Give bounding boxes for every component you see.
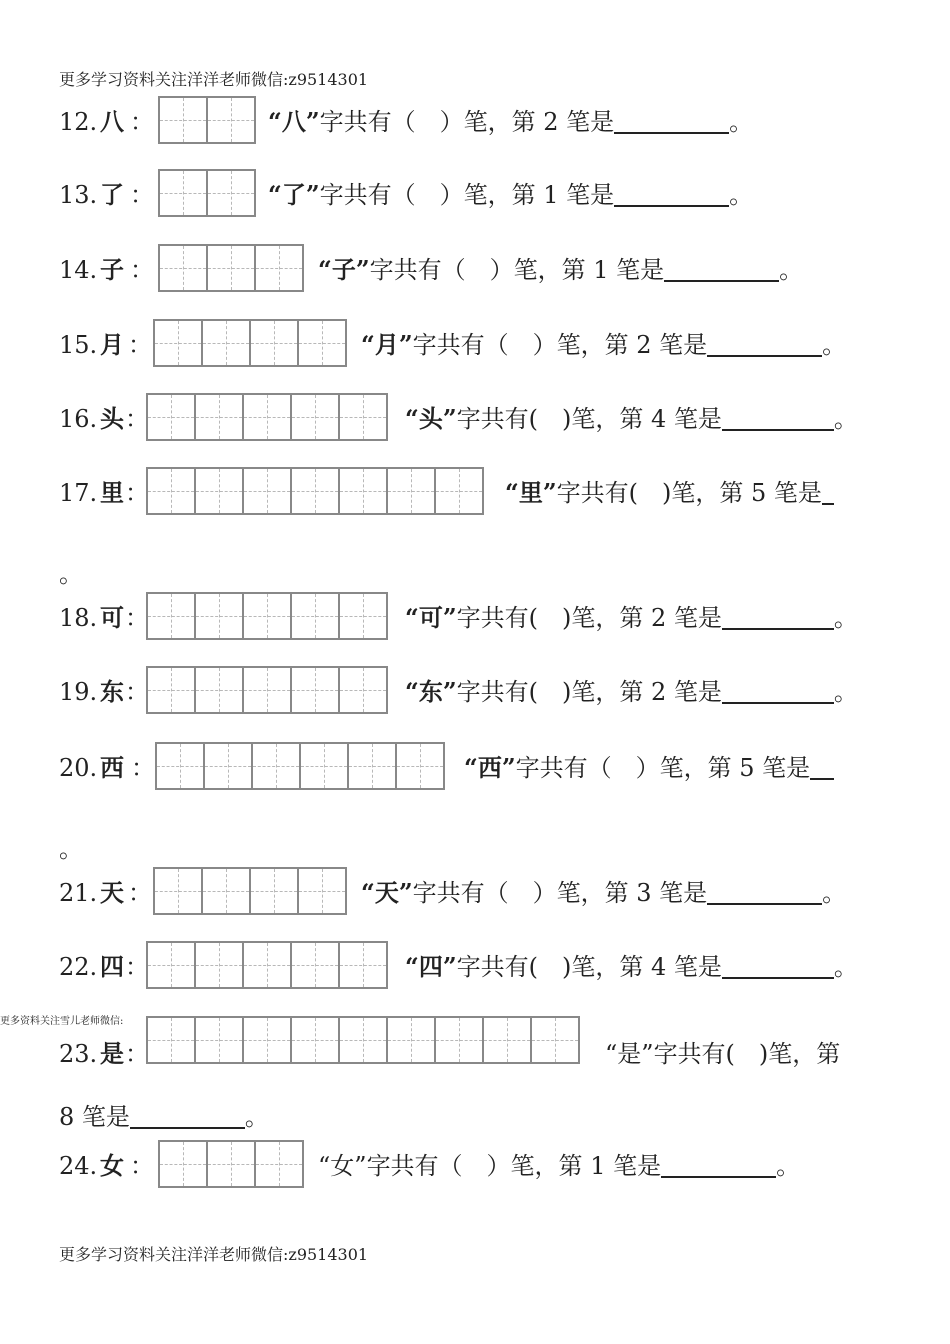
question-char: 八 (100, 107, 124, 136)
question-prompt (268, 107, 753, 137)
question-prompt (405, 952, 858, 982)
grid-cell[interactable] (436, 1016, 484, 1064)
grid-cell[interactable] (292, 467, 340, 515)
writing-grid (158, 169, 256, 217)
writing-grid (146, 941, 388, 989)
quoted-char: 了 (281, 180, 306, 209)
quote-open: “ (605, 1040, 618, 1068)
writing-grid (146, 467, 484, 515)
grid-cell[interactable] (244, 393, 292, 441)
prompt-text: 字共有（ ）笔，第 1 笔是 (369, 256, 665, 284)
question-char: 女 (100, 1151, 124, 1180)
question-number: 17. (59, 479, 98, 507)
colon: ： (128, 879, 152, 907)
q23-continuation (59, 1102, 269, 1132)
grid-cell[interactable] (244, 666, 292, 714)
question-char: 是 (100, 1039, 124, 1068)
grid-cell[interactable] (208, 1140, 256, 1188)
answer-blank[interactable] (722, 678, 834, 704)
question-char: 可 (100, 603, 124, 632)
prompt-text: 字共有( )笔，第 2 笔是 (456, 604, 722, 632)
prompt-text: 字共有（ ）笔，第 5 笔是 (515, 754, 811, 782)
colon: ： (125, 604, 149, 632)
question-char: 东 (100, 677, 124, 706)
quote-close: ” (542, 478, 557, 507)
question-prompt (605, 1039, 840, 1069)
quote-close: ” (398, 330, 413, 359)
q20-period: 。 (59, 835, 83, 863)
quoted-char: 可 (418, 603, 443, 632)
grid-cell[interactable] (251, 867, 299, 915)
end-mark: 。 (822, 331, 847, 359)
quoted-char: 里 (518, 478, 543, 507)
grid-cell[interactable] (196, 467, 244, 515)
quote-open: “ (268, 107, 282, 136)
answer-blank[interactable] (707, 331, 822, 357)
quote-close: ” (442, 677, 457, 706)
question-number: 19. (59, 678, 98, 706)
question-prompt (318, 1151, 800, 1181)
grid-cell[interactable] (532, 1016, 580, 1064)
colon: ： (130, 256, 154, 284)
grid-cell[interactable] (155, 319, 203, 367)
quote-open: “ (361, 878, 375, 907)
grid-cell[interactable] (244, 467, 292, 515)
answer-blank[interactable] (664, 256, 779, 282)
grid-cell[interactable] (148, 393, 196, 441)
question-number: 24. (59, 1152, 98, 1180)
grid-cell[interactable] (340, 393, 388, 441)
grid-cell[interactable] (148, 941, 196, 989)
question-number: 13. (59, 181, 98, 209)
writing-grid (158, 96, 256, 144)
writing-grid (158, 1140, 304, 1188)
prompt-text: 字共有( )笔，第 4 笔是 (456, 953, 722, 981)
prompt-text: 字共有（ ）笔，第 2 笔是 (319, 108, 615, 136)
grid-cell[interactable] (244, 592, 292, 640)
quote-open: “ (405, 404, 419, 433)
question-char: 了 (100, 180, 124, 209)
quote-open: “ (505, 478, 519, 507)
question-char: 天 (100, 878, 124, 907)
quote-close: ” (442, 603, 457, 632)
question-prompt (464, 753, 834, 783)
writing-grid (146, 592, 388, 640)
quoted-char: 子 (331, 255, 356, 284)
answer-blank[interactable] (722, 405, 834, 431)
side-watermark: 更多资料关注雪儿老师微信: (0, 1016, 124, 1027)
grid-cell[interactable] (155, 867, 203, 915)
answer-blank[interactable] (822, 479, 834, 505)
grid-cell[interactable] (292, 592, 340, 640)
prompt-text: 字共有（ ）笔，第 1 笔是 (319, 181, 615, 209)
grid-cell[interactable] (196, 1016, 244, 1064)
quote-close: ” (398, 878, 413, 907)
grid-cell[interactable] (301, 742, 349, 790)
quoted-char: 四 (418, 952, 443, 981)
question-prompt (268, 180, 753, 210)
quote-open: “ (405, 677, 419, 706)
grid-cell[interactable] (196, 592, 244, 640)
grid-cell[interactable] (340, 592, 388, 640)
answer-blank[interactable] (707, 879, 822, 905)
quote-close: ” (305, 107, 320, 136)
grid-cell[interactable] (160, 169, 208, 217)
quote-close: ” (355, 255, 370, 284)
quoted-char: 天 (374, 878, 399, 907)
grid-cell[interactable] (292, 666, 340, 714)
grid-cell[interactable] (340, 941, 388, 989)
quote-close: ” (305, 180, 320, 209)
quoted-char: 月 (374, 330, 399, 359)
colon: ： (130, 181, 154, 209)
grid-cell[interactable] (148, 592, 196, 640)
question-number: 21. (59, 879, 98, 907)
grid-cell[interactable] (340, 467, 388, 515)
grid-cell[interactable] (388, 467, 436, 515)
answer-blank[interactable] (614, 181, 729, 207)
grid-cell[interactable] (253, 742, 301, 790)
question-prompt (405, 677, 858, 707)
quote-open: “ (318, 255, 332, 284)
answer-blank[interactable] (614, 108, 729, 134)
colon: ： (130, 1152, 154, 1180)
question-prompt (405, 603, 858, 633)
answer-blank[interactable] (130, 1103, 245, 1129)
answer-blank[interactable] (810, 754, 834, 780)
question-number: 18. (59, 604, 98, 632)
end-mark: 。 (833, 678, 858, 706)
question-char: 头 (100, 404, 124, 433)
question-number: 14. (59, 256, 98, 284)
grid-cell[interactable] (208, 244, 256, 292)
continuation-text: 8 笔是 (59, 1103, 130, 1131)
grid-cell[interactable] (340, 666, 388, 714)
grid-cell[interactable] (251, 319, 299, 367)
end-mark: 。 (729, 181, 754, 209)
writing-grid (153, 867, 347, 915)
grid-cell[interactable] (256, 244, 304, 292)
grid-cell[interactable] (340, 1016, 388, 1064)
writing-grid (153, 319, 347, 367)
quote-open: “ (318, 1152, 331, 1180)
grid-cell[interactable] (196, 666, 244, 714)
question-prompt (361, 330, 846, 360)
grid-cell[interactable] (256, 1140, 304, 1188)
prompt-text: 字共有（ ）笔，第 2 笔是 (412, 331, 708, 359)
writing-grid (155, 742, 445, 790)
question-char: 西 (100, 753, 124, 782)
grid-cell[interactable] (205, 742, 253, 790)
question-prompt (505, 478, 834, 508)
quote-close: ” (501, 753, 516, 782)
quote-close: ” (641, 1040, 654, 1068)
quoted-char: 女 (330, 1152, 355, 1180)
answer-blank[interactable] (661, 1152, 776, 1178)
quote-close: ” (442, 952, 457, 981)
quoted-char: 西 (477, 753, 502, 782)
question-number: 22. (59, 953, 98, 981)
answer-blank[interactable] (722, 604, 834, 630)
colon: ： (125, 678, 149, 706)
question-prompt (318, 255, 803, 285)
grid-cell[interactable] (196, 393, 244, 441)
writing-grid (146, 666, 388, 714)
colon: ： (125, 479, 149, 507)
grid-cell[interactable] (208, 96, 256, 144)
prompt-text: 字共有( )笔，第 2 笔是 (456, 678, 722, 706)
grid-cell[interactable] (292, 1016, 340, 1064)
answer-blank[interactable] (722, 953, 834, 979)
colon: ： (125, 405, 149, 433)
question-number: 15. (59, 331, 98, 359)
question-char: 四 (100, 952, 124, 981)
header-watermark: 更多学习资料关注洋洋老师微信:z9514301 (59, 70, 369, 89)
grid-cell[interactable] (299, 319, 347, 367)
quote-close: ” (354, 1152, 367, 1180)
prompt-text: 字共有( )笔，第 4 笔是 (456, 405, 722, 433)
question-char: 子 (100, 255, 124, 284)
quoted-char: 是 (617, 1040, 642, 1068)
quote-close: ” (442, 404, 457, 433)
grid-cell[interactable] (292, 393, 340, 441)
grid-cell[interactable] (203, 867, 251, 915)
grid-cell[interactable] (157, 742, 205, 790)
grid-cell[interactable] (160, 244, 208, 292)
question-char: 月 (100, 330, 124, 359)
grid-cell[interactable] (196, 941, 244, 989)
quoted-char: 八 (281, 107, 306, 136)
colon: ： (128, 331, 152, 359)
quote-open: “ (405, 603, 419, 632)
question-number: 20. (59, 754, 98, 782)
grid-cell[interactable] (148, 467, 196, 515)
grid-cell[interactable] (299, 867, 347, 915)
quoted-char: 头 (418, 404, 443, 433)
question-number: 23. (59, 1040, 98, 1068)
grid-cell[interactable] (244, 941, 292, 989)
writing-grid (146, 393, 388, 441)
grid-cell[interactable] (388, 1016, 436, 1064)
writing-grid (158, 244, 304, 292)
question-char: 里 (100, 478, 124, 507)
end-mark: 。 (244, 1103, 269, 1131)
colon: ： (131, 754, 155, 782)
quote-open: “ (464, 753, 478, 782)
grid-cell[interactable] (397, 742, 445, 790)
question-prompt (361, 878, 846, 908)
end-mark: 。 (729, 108, 754, 136)
end-mark: 。 (833, 405, 858, 433)
quoted-char: 东 (418, 677, 443, 706)
colon: ： (130, 108, 154, 136)
grid-cell[interactable] (148, 666, 196, 714)
grid-cell[interactable] (349, 742, 397, 790)
grid-cell[interactable] (208, 169, 256, 217)
prompt-text: 字共有（ ）笔，第 1 笔是 (366, 1152, 662, 1180)
question-number: 12. (59, 108, 98, 136)
end-mark: 。 (833, 604, 858, 632)
grid-cell[interactable] (148, 1016, 196, 1064)
grid-cell[interactable] (203, 319, 251, 367)
colon: ： (125, 1040, 149, 1068)
prompt-text: 字共有( )笔，第 5 笔是 (556, 479, 822, 507)
question-prompt (405, 404, 858, 434)
q17-period: 。 (59, 560, 83, 588)
end-mark: 。 (776, 1152, 801, 1180)
quote-open: “ (405, 952, 419, 981)
grid-cell[interactable] (160, 96, 208, 144)
prompt-text: 字共有( )笔，第 (653, 1040, 841, 1068)
end-mark: 。 (833, 953, 858, 981)
colon: ： (125, 953, 149, 981)
end-mark: 。 (779, 256, 804, 284)
quote-open: “ (361, 330, 375, 359)
quote-open: “ (268, 180, 282, 209)
footer-watermark: 更多学习资料关注洋洋老师微信:z9514301 (59, 1245, 369, 1264)
grid-cell[interactable] (160, 1140, 208, 1188)
end-mark: 。 (822, 879, 847, 907)
grid-cell[interactable] (484, 1016, 532, 1064)
prompt-text: 字共有（ ）笔，第 3 笔是 (412, 879, 708, 907)
writing-grid (146, 1016, 580, 1064)
grid-cell[interactable] (244, 1016, 292, 1064)
grid-cell[interactable] (436, 467, 484, 515)
grid-cell[interactable] (292, 941, 340, 989)
question-number: 16. (59, 405, 98, 433)
